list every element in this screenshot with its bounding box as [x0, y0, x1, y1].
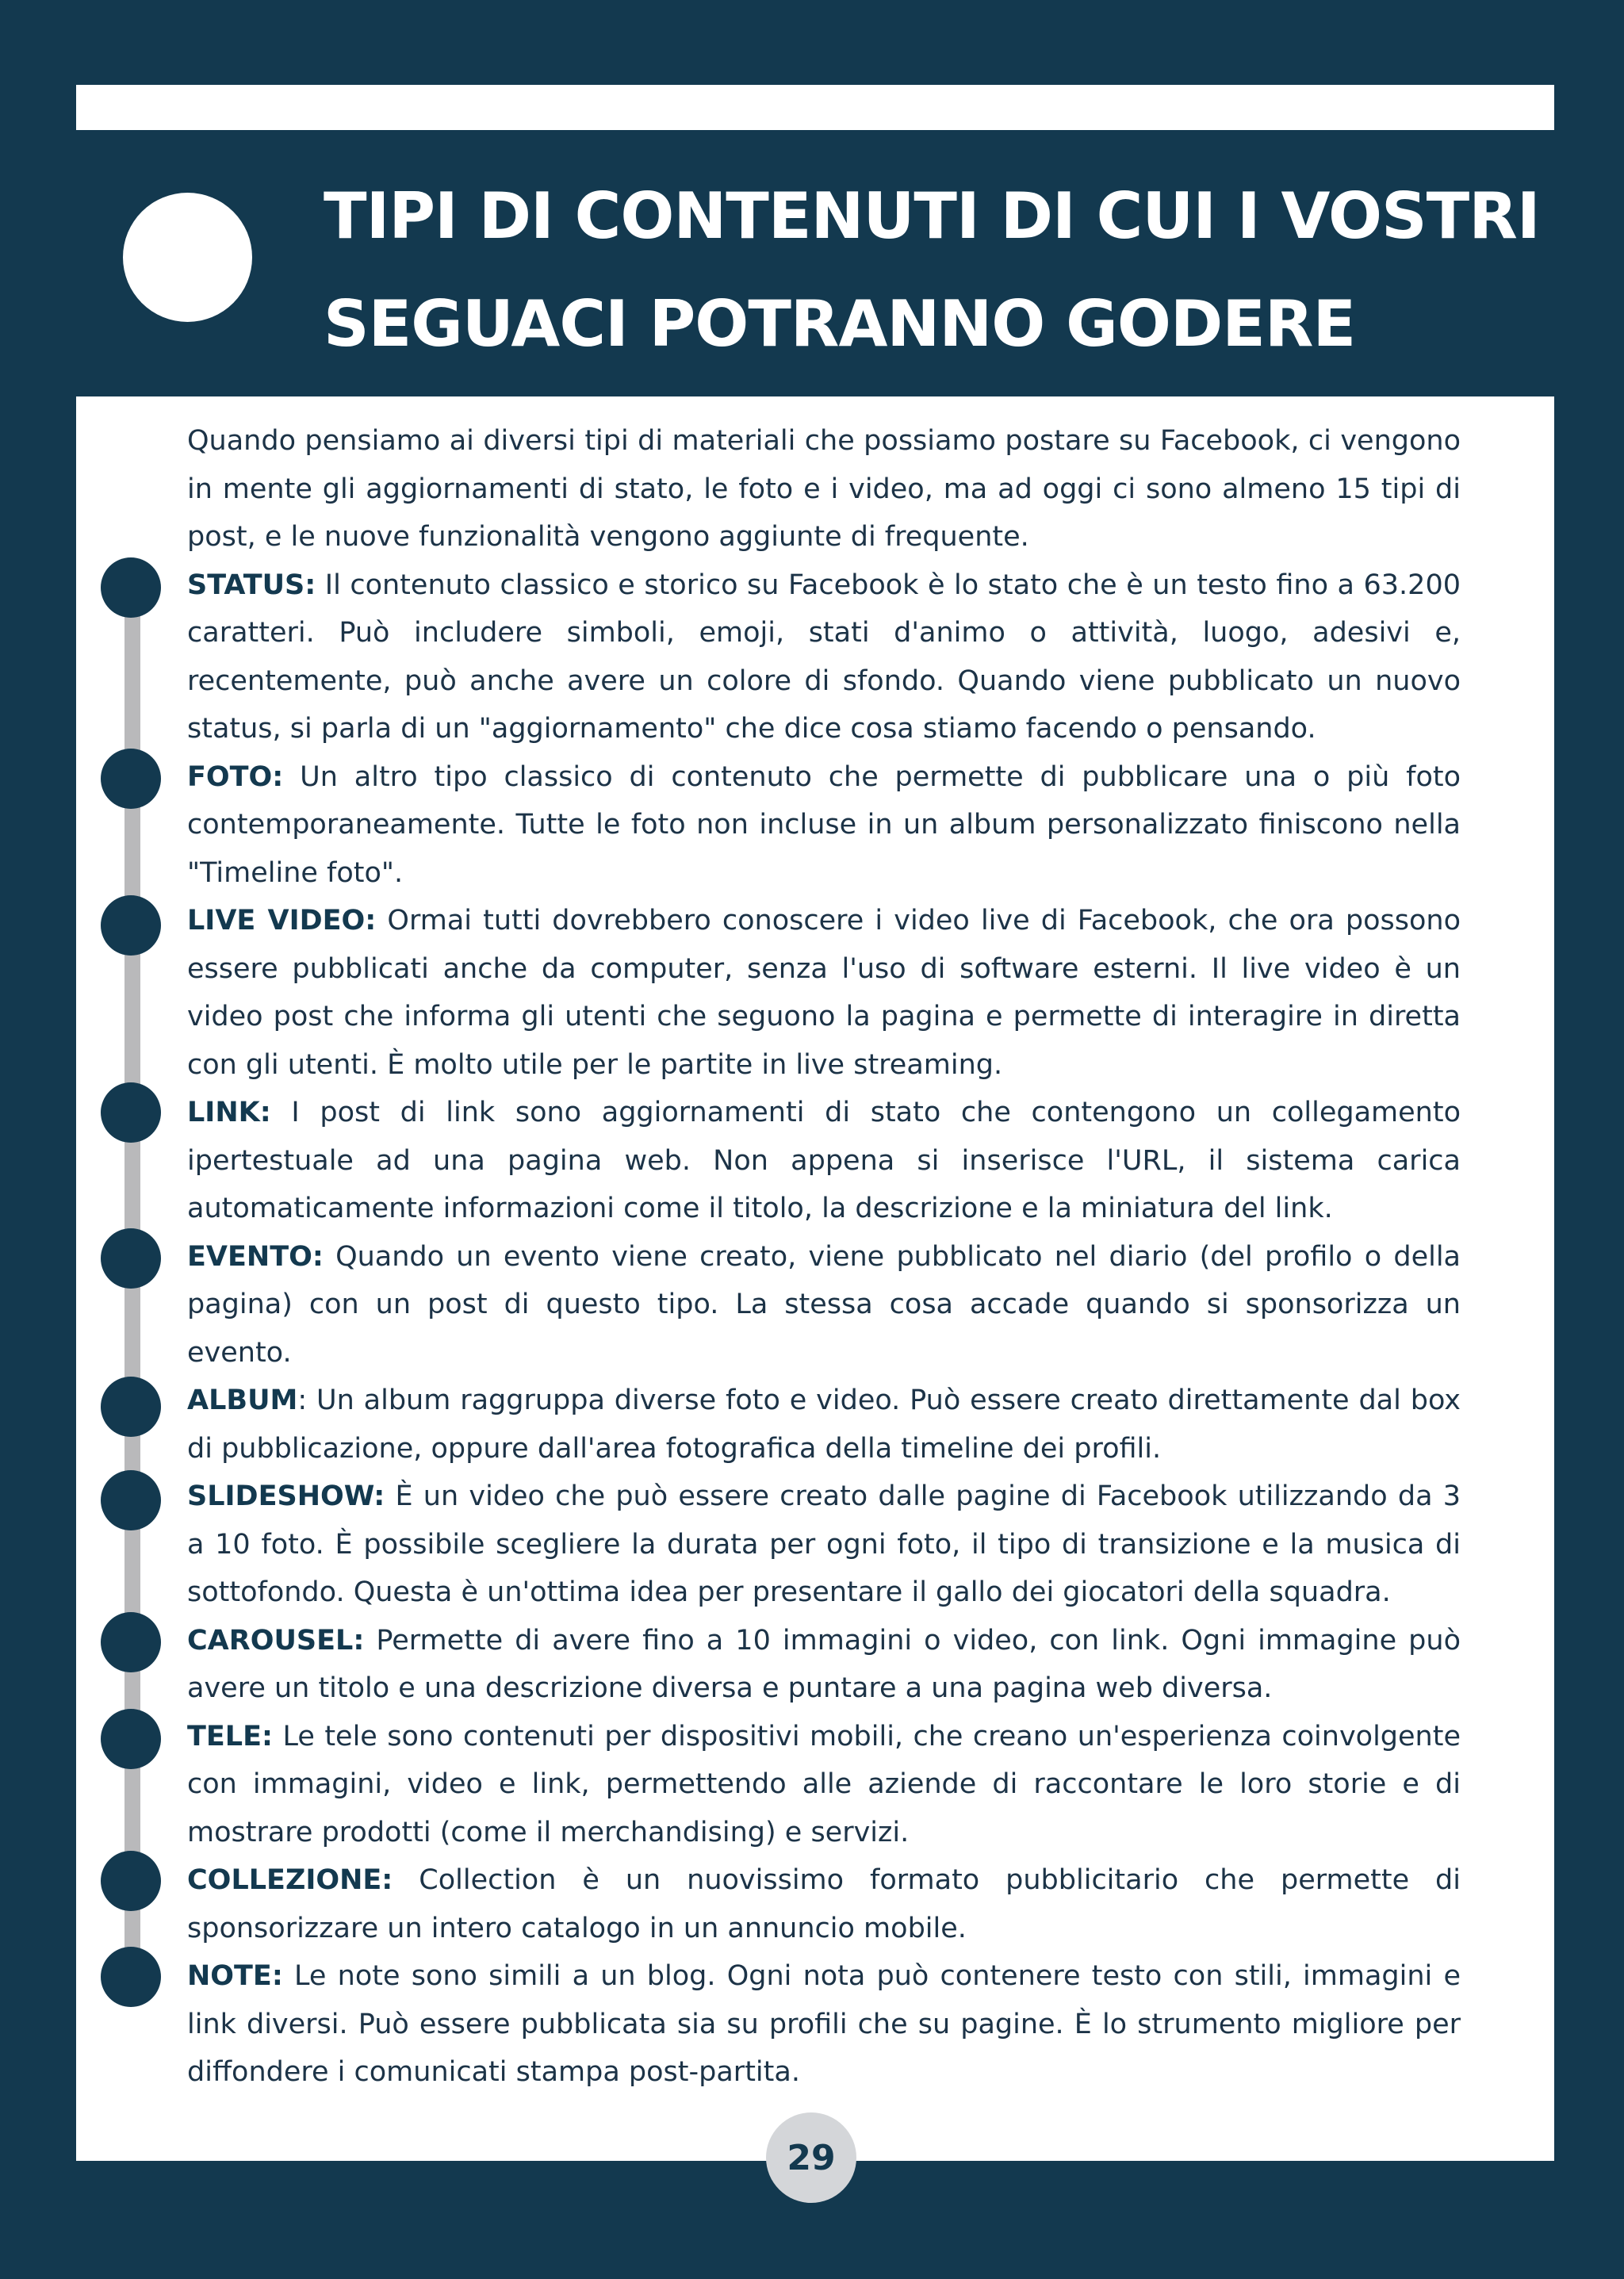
timeline-dot-link	[101, 1082, 161, 1143]
item-text: : Un album raggruppa diverse foto e video. Può essere creato direttamente dal box di pubblicazione, oppure dall'area fotografica della timeline dei profili.	[187, 1385, 1461, 1465]
item-text: I post di link sono aggiornamenti di stato che contengono un collegamento ipertestuale ad una pagina web. Non appena si inserisce l'URL, il sistema carica automaticamente informazioni come il titolo, la descrizione e la miniatura del link.	[187, 1097, 1461, 1224]
item-label: SLIDESHOW:	[187, 1480, 385, 1512]
item-note	[187, 1952, 1461, 2097]
item-label: EVENTO:	[187, 1240, 324, 1273]
timeline-dot-tele	[101, 1709, 161, 1769]
item-label: NOTE:	[187, 1960, 283, 1992]
timeline-dot-slideshow	[101, 1470, 161, 1530]
item-label: TELE:	[187, 1720, 273, 1752]
item-album	[187, 1377, 1461, 1473]
intro-paragraph: Quando pensiamo ai diversi tipi di materiali che possiamo postare su Facebook, ci vengono in mente gli aggiornamenti di stato, le foto e i video, ma ad oggi ci sono almeno 15 tipi di post, e le nuove funzionalità vengono aggiunte di frequente.	[187, 425, 1461, 553]
item-collezione	[187, 1856, 1461, 1952]
timeline-dot-collezione	[101, 1851, 161, 1911]
item-label: LIVE VIDEO:	[187, 905, 377, 936]
item-label: COLLEZIONE:	[187, 1864, 393, 1896]
page-title-line-1: TIPI DI CONTENUTI DI CUI I VOSTRI	[324, 179, 1540, 253]
item-text: Un altro tipo classico di contenuto che permette di pubblicare una o più foto contemporaneamente. Tutte le foto non incluse in un album personalizzato finiscono nella "Timeline foto".	[187, 760, 1461, 889]
timeline-dot-album	[101, 1377, 161, 1437]
item-label: ALBUM	[187, 1385, 298, 1416]
timeline-dot-status	[101, 557, 161, 618]
item-text: Le note sono simili a un blog. Ogni nota può contenere testo con stili, immagini e link diversi. Può essere pubblicata sia su profili che su pagine. È lo strumento migliore per diffondere i comunicati stampa post-partita.	[187, 1960, 1461, 2088]
item-foto	[187, 753, 1461, 898]
timeline-dot-note	[101, 1947, 161, 2007]
timeline-dot-foto	[101, 749, 161, 809]
item-text: Permette di avere fino a 10 immagini o video, con link. Ogni immagine può avere un titolo e una descrizione diversa e puntare a una pagina web diversa.	[187, 1624, 1461, 1704]
timeline-dot-evento	[101, 1228, 161, 1289]
item-label: FOTO:	[187, 760, 284, 793]
item-status	[187, 561, 1461, 753]
item-label: CAROUSEL:	[187, 1624, 365, 1657]
item-text: Collection è un nuovissimo formato pubblicitario che permette di sponsorizzare un intero catalogo in un annuncio mobile.	[187, 1864, 1461, 1944]
timeline-dot-live-video	[101, 895, 161, 956]
header-white-bar	[76, 85, 1554, 130]
item-label: STATUS:	[187, 569, 316, 601]
item-text: Ormai tutti dovrebbero conoscere i video live di Facebook, che ora possono essere pubblicati anche da computer, senza l'uso di software esterni. Il live video è un video post che informa gli utenti che seguono la pagina e permette di interagire in diretta con gli utenti. È molto utile per le partite in live streaming.	[187, 905, 1461, 1081]
item-carousel	[187, 1617, 1461, 1713]
item-link	[187, 1089, 1461, 1233]
page-title	[324, 163, 1561, 378]
body-text	[187, 417, 1461, 2097]
header-circle-decoration	[123, 193, 252, 322]
item-text: Quando un evento viene creato, viene pubblicato nel diario (del profilo o della pagina) con un post di questo tipo. La stessa cosa accade quando si sponsorizza un evento.	[187, 1240, 1461, 1369]
item-slideshow	[187, 1473, 1461, 1617]
item-tele	[187, 1713, 1461, 1857]
page-title-line-2: SEGUACI POTRANNO GODERE	[324, 287, 1356, 361]
item-text: Il contenuto classico e storico su Facebook è lo stato che è un testo fino a 63.200 caratteri. Può includere simboli, emoji, stati d'animo o attività, luogo, adesivi e, recentemente, può anche avere un colore di sfondo. Quando viene pubblicato un nuovo status, si parla di un "aggiornamento" che dice cosa stiamo facendo o pensando.	[187, 569, 1461, 745]
item-live-video	[187, 897, 1461, 1089]
page-number-badge: 29	[766, 2112, 856, 2203]
item-text: Le tele sono contenuti per dispositivi mobili, che creano un'esperienza coinvolgente con immagini, video e link, permettendo alle aziende di raccontare le loro storie e di mostrare prodotti (come il merchandising) e servizi.	[187, 1720, 1461, 1848]
timeline-dot-carousel	[101, 1612, 161, 1672]
item-evento	[187, 1233, 1461, 1377]
item-text: È un video che può essere creato dalle pagine di Facebook utilizzando da 3 a 10 foto. È possibile scegliere la durata per ogni foto, il tipo di transizione e la musica di sottofondo. Questa è un'ottima idea per presentare il gallo dei giocatori della squadra.	[187, 1480, 1461, 1608]
item-label: LINK:	[187, 1097, 271, 1128]
